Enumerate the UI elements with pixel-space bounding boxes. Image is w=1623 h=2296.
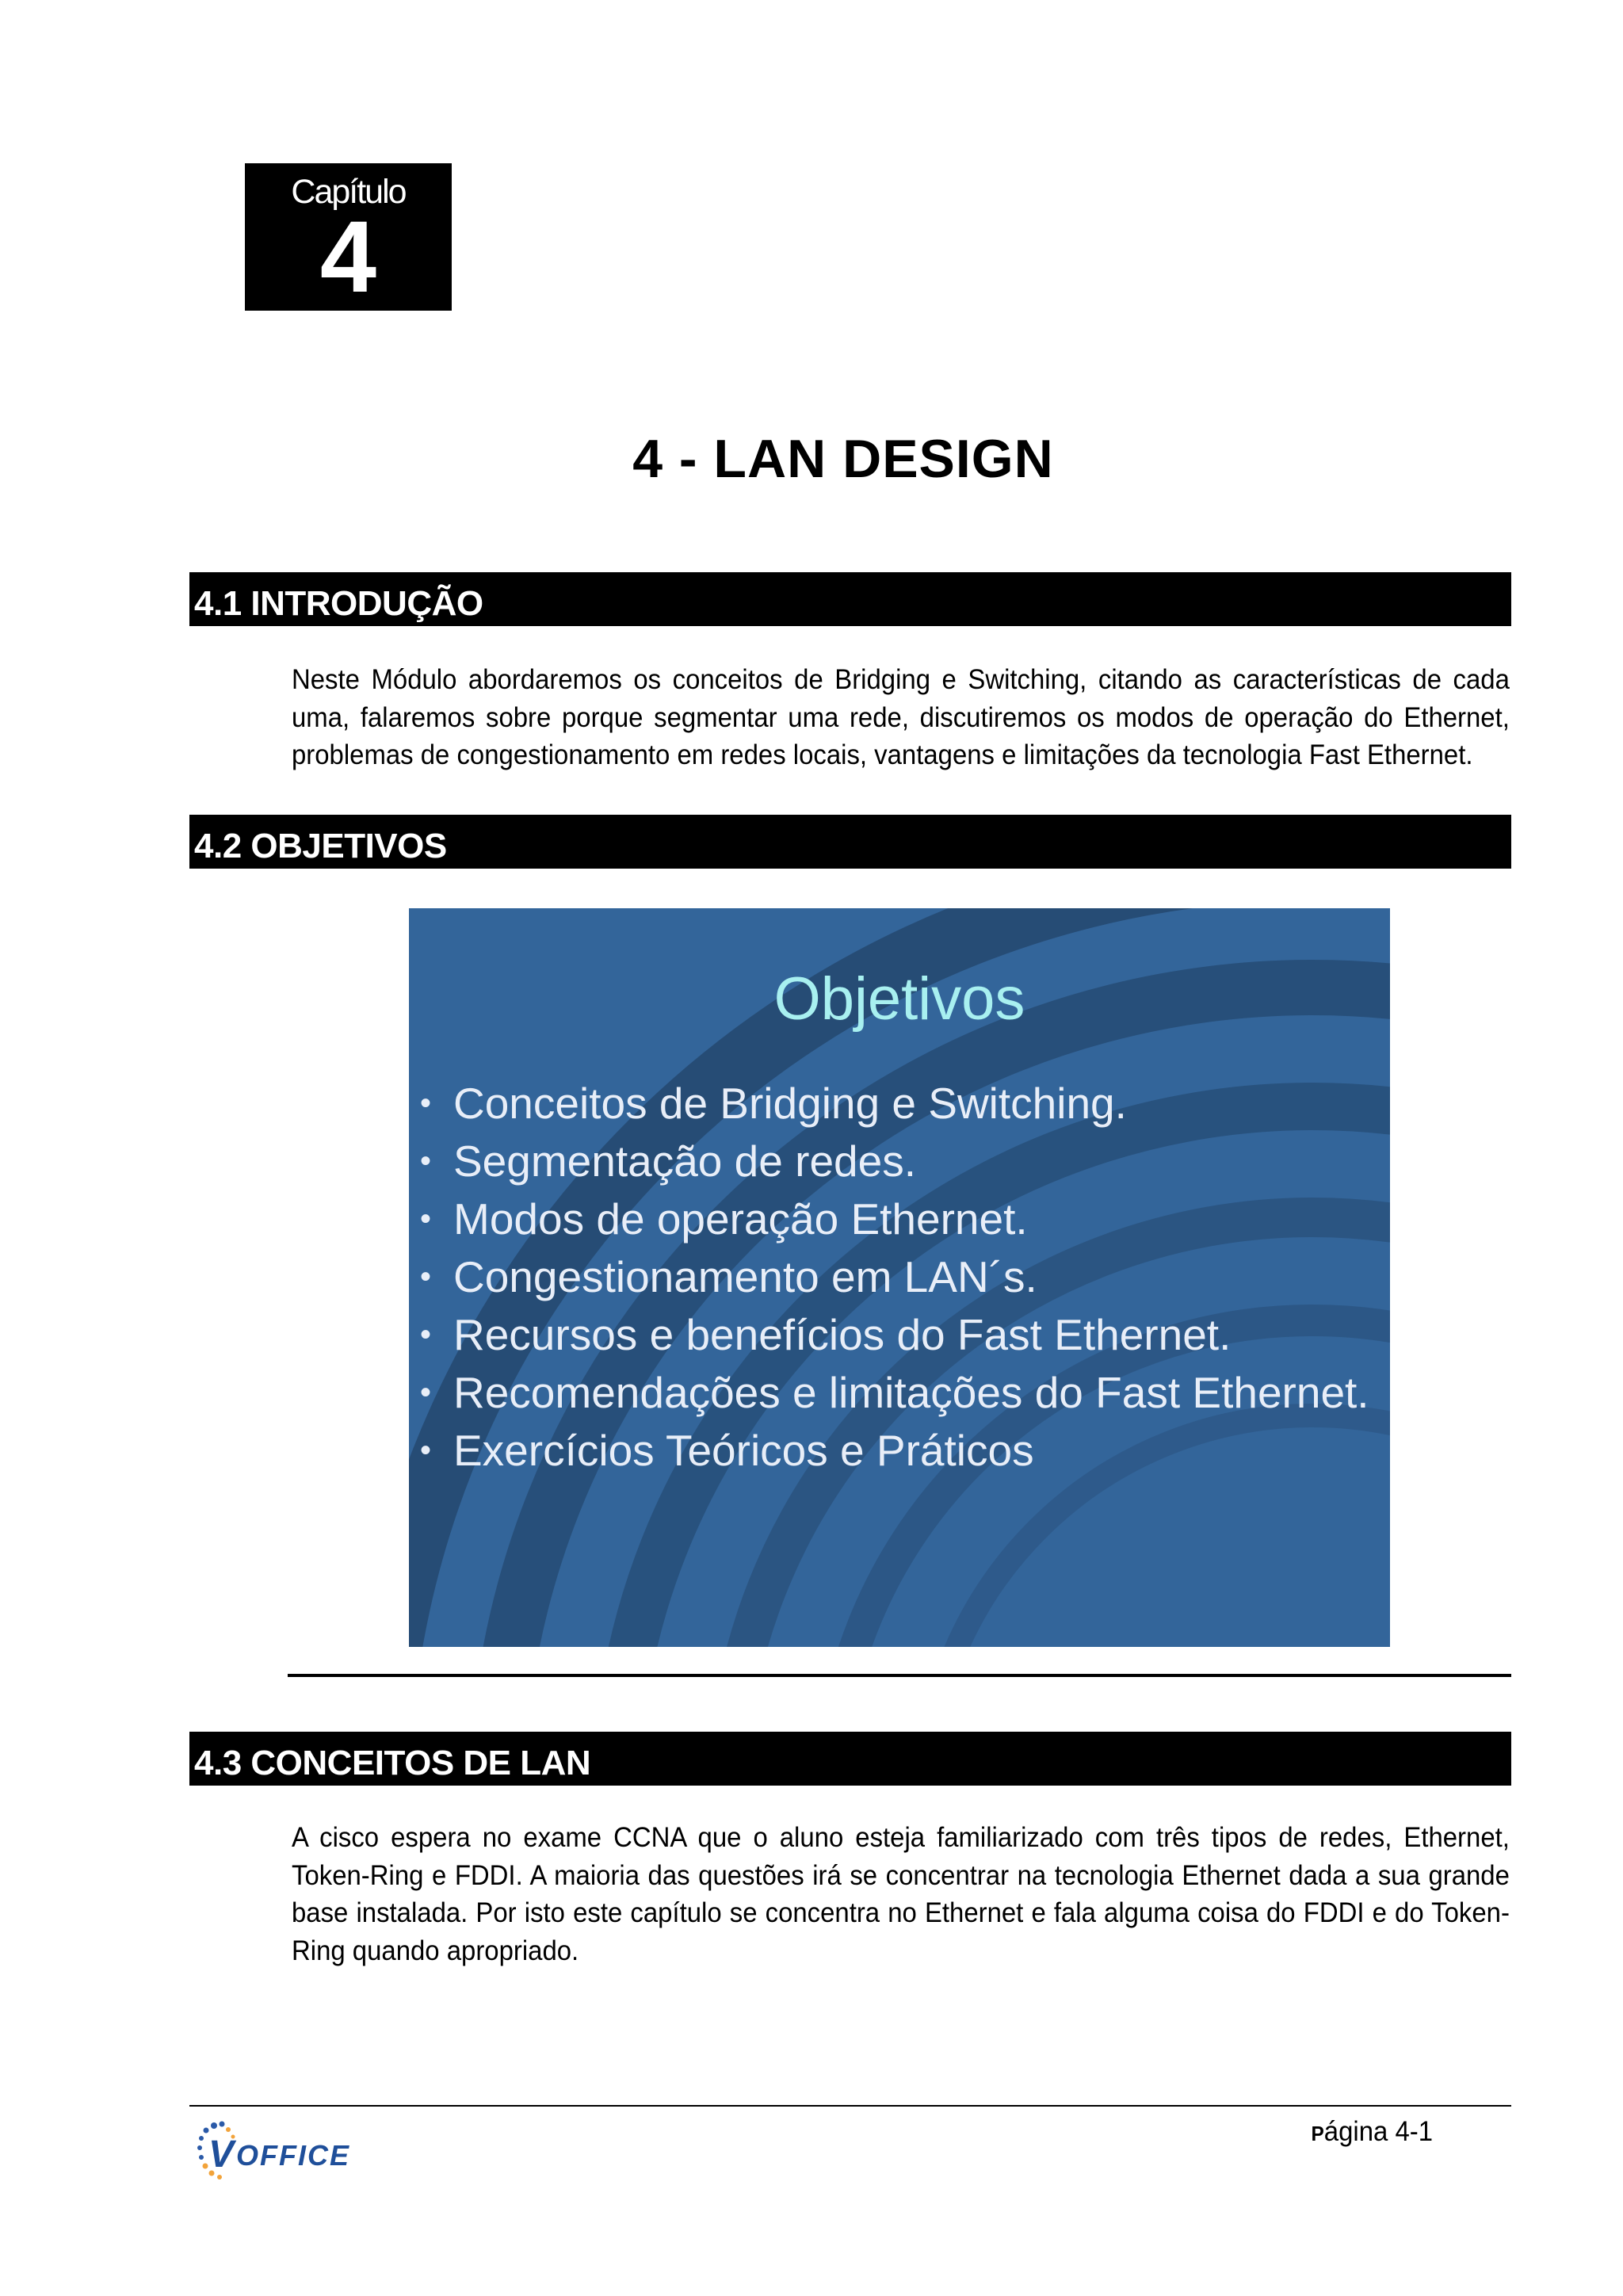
slide-bullet-text: Recursos e benefícios do Fast Ethernet. xyxy=(453,1310,1232,1359)
slide-title: Objetivos xyxy=(773,965,1025,1033)
slide-bullet-item xyxy=(420,1133,1369,1190)
logo-text: OFFICE xyxy=(236,2139,350,2172)
page-label: ágina 4-1 xyxy=(1323,2116,1433,2147)
lan-concepts-paragraph: A cisco espera no exame CCNA que o aluno esteja familiarizado com três tipos de redes, Ethernet, Token-Ring e FDDI. A maioria das questões irá se concentrar na tecnologia Ethernet dada a sua grande base instalada. Por isto este capítulo se concentra no Ethernet e fala alguma coisa do FDDI e do Token-Ring quando apropriado. xyxy=(292,1822,1510,1966)
voffice-logo-mark xyxy=(193,2116,352,2187)
slide-bullet-text: Conceitos de Bridging e Switching. xyxy=(453,1079,1127,1128)
bullet-icon: • xyxy=(420,1259,432,1294)
slide-bullet-item xyxy=(420,1306,1369,1364)
slide-bullet-text: Congestionamento em LAN´s. xyxy=(453,1252,1037,1301)
slide-bullet-text: Exercícios Teóricos e Práticos xyxy=(453,1426,1034,1475)
slide-bullet-text: Modos de operação Ethernet. xyxy=(453,1194,1028,1244)
slide-bullet-item xyxy=(420,1422,1369,1480)
bullet-icon: • xyxy=(420,1086,432,1121)
logo-letter: V xyxy=(208,2134,235,2176)
intro-paragraph: Neste Módulo abordaremos os conceitos de Bridging e Switching, citando as características de cada uma, falaremos sobre porque segmentar uma rede, discutiremos os modos de operação do Ethernet, problemas de congestionamento em redes locais, vantagens e limitações da tecnologia Fast Ethernet. xyxy=(292,664,1510,770)
slide-bullet-item xyxy=(420,1190,1369,1248)
section-heading-objetivos: 4.2 OBJETIVOS xyxy=(189,815,1511,869)
chapter-title: 4 - LAN DESIGN xyxy=(632,429,1054,489)
footer-rule xyxy=(189,2105,1511,2107)
chapter-box xyxy=(245,163,452,314)
section-heading-introducao: 4.1 INTRODUÇÃO xyxy=(189,572,1511,626)
bullet-icon: • xyxy=(420,1375,432,1410)
bullet-icon: • xyxy=(420,1201,432,1236)
slide-bullet-item xyxy=(420,1075,1369,1133)
section-divider xyxy=(288,1674,1511,1677)
bullet-icon: • xyxy=(420,1433,432,1468)
slide-bullet-list xyxy=(420,1075,1369,1480)
slide-bullet-item xyxy=(420,1364,1369,1422)
bullet-icon: • xyxy=(420,1317,432,1352)
objectives-slide xyxy=(409,908,1390,1647)
chapter-label: Capítulo xyxy=(291,173,406,211)
page-number xyxy=(1277,2116,1433,2148)
page-prefix: P xyxy=(1311,2122,1324,2145)
slide-bullet-text: Segmentação de redes. xyxy=(453,1137,916,1186)
section-heading-conceitos-de-lan: 4.3 CONCEITOS DE LAN xyxy=(189,1732,1511,1786)
chapter-number: 4 xyxy=(319,201,377,314)
bullet-icon: • xyxy=(420,1144,432,1179)
voffice-logo xyxy=(193,2116,352,2187)
slide-bullet-text: Recomendações e limitações do Fast Ethernet. xyxy=(453,1368,1369,1417)
slide-bullet-item xyxy=(420,1248,1369,1306)
